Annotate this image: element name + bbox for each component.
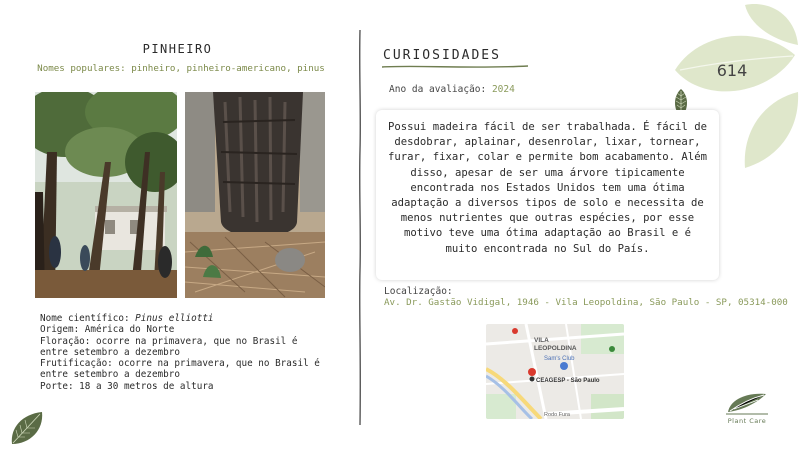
leaf-bottom-shape	[745, 92, 798, 168]
origin: Origem: América do Norte	[40, 324, 175, 336]
plant-title: PINHEIRO	[142, 42, 213, 56]
height: Porte: 18 a 30 metros de altura	[40, 380, 214, 392]
flowering-line-2: entre setembro a dezembro	[40, 346, 180, 358]
map-district-2: LEOPOLDINA	[534, 345, 577, 352]
scientific-name-label: Nome científico:	[40, 313, 136, 324]
scientific-name-row	[40, 313, 340, 324]
flowering-line-1: Floração: ocorre na primavera, que no Brasil é	[40, 335, 298, 347]
map-poi-1: Sam's Club	[544, 356, 575, 362]
location-map[interactable]	[486, 324, 624, 419]
map-poi-2: CEAGESP - São Paulo	[536, 378, 600, 384]
trunk-photo	[185, 92, 325, 298]
fruiting-line-1: Frutificação: ocorre na primavera, que no Brasil é	[40, 358, 320, 370]
evaluation-year	[389, 84, 515, 95]
description-card	[376, 110, 719, 280]
curiosities-title: CURIOSIDADES	[383, 48, 501, 63]
tree-photo	[35, 92, 177, 298]
map-pin-icon	[528, 368, 536, 376]
title-underline	[380, 64, 530, 70]
map-district-1: VILA	[534, 337, 549, 344]
scientific-name: Pinus elliotti	[135, 313, 214, 324]
map-shop-icon	[512, 328, 518, 334]
plant-facts	[40, 313, 340, 392]
year-label: Ano da avaliação:	[389, 84, 492, 95]
map-park-icon	[609, 346, 615, 352]
map-store-icon	[560, 362, 568, 370]
location-label: Localização:	[384, 286, 453, 297]
leaf-corner-icon	[8, 408, 46, 448]
description-text: Possui madeira fácil de ser trabalhada. É fácil de desdobrar, aplainar, desenrolar, lixar, tornear, furar, fixar, colar e permite bom acabamento. Além disso, apesar de ser uma árvore tipicamente encontrada nos Estados Unidos tem uma ótima adaptação a diversos tipos de solo e necessita de menos nutrientes que outras espécies, por esse motivo teve uma ótima adaptação ao Brasil e é muito encontrada no Sul do País.	[388, 121, 707, 255]
year-value: 2024	[491, 84, 515, 95]
column-divider	[357, 30, 363, 425]
plant-care-logo	[716, 390, 778, 416]
map-road: Rodo Fura	[544, 412, 570, 418]
popular-names: Nomes populares: pinheiro, pinheiro-americano, pinus	[37, 63, 325, 74]
fruiting-line-2: entre setembro a dezembro	[40, 369, 180, 381]
brand-name: Plant Care	[727, 417, 767, 425]
location-address: Av. Dr. Gastão Vidigal, 1946 - Vila Leopoldina, São Paulo - SP, 05314-000	[384, 297, 788, 308]
plant-id: 614	[716, 61, 748, 80]
